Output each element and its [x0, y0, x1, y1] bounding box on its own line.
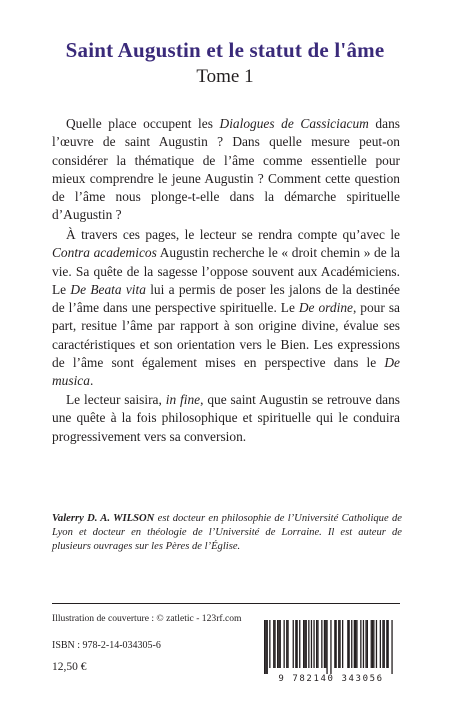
- barcode-bar: [336, 620, 337, 668]
- barcode-bar: [386, 620, 387, 668]
- barcode-bar: [316, 620, 317, 668]
- barcode-bar: [371, 620, 372, 668]
- italic-title-text: in fine: [165, 392, 201, 407]
- author-bio: [52, 512, 402, 554]
- barcode-bar: [321, 620, 322, 668]
- barcode-bar: [388, 620, 389, 668]
- barcode-bar: [265, 620, 266, 674]
- barcode-bar: [286, 620, 287, 668]
- barcode-bar: [293, 620, 294, 668]
- book-subtitle: Tome 1: [196, 66, 254, 87]
- barcode-bar: [267, 620, 268, 674]
- blurb-paragraph-3: [52, 391, 400, 446]
- barcode-bar: [363, 620, 364, 668]
- barcode-bar: [347, 620, 348, 668]
- barcode-bar: [360, 620, 361, 668]
- paragraph-text: .: [89, 373, 94, 389]
- barcode-bar: [354, 620, 355, 668]
- barcode-bar: [295, 620, 296, 668]
- italic-title-text: Dialogues de Cassiciacum: [219, 116, 369, 131]
- barcode-bar: [299, 620, 300, 668]
- barcode-bar: [367, 620, 368, 668]
- paragraph-text: Quelle place occupent les: [66, 116, 220, 131]
- barcode-bar: [372, 620, 373, 668]
- barcode-bar: [349, 620, 350, 668]
- barcode-bar: [380, 620, 381, 668]
- barcode-bar: [330, 620, 331, 674]
- divider-rule: [52, 603, 400, 604]
- barcode-bar: [297, 620, 298, 668]
- paragraph-text: , pour sa part, resitue l’âme par rapport à son origine divine, évalue ses caractéristiques et son orientation vers le Bien. Les expressions de l’âme sont également mises en perspective dans le: [52, 300, 400, 371]
- barcode-number: 9 782140 343056: [278, 674, 384, 684]
- blurb-paragraph-2: [52, 226, 400, 391]
- barcode-bar: [384, 620, 385, 668]
- barcode-bar: [365, 620, 366, 668]
- book-title: Saint Augustin et le statut de l'âme: [65, 38, 385, 62]
- barcode-bar: [342, 620, 343, 668]
- barcode-bars: [264, 620, 398, 674]
- barcode-bar: [264, 620, 265, 674]
- paragraph-text: , que saint Augustin se retrouve dans une quête à la fois philosophique et spirituelle qui le conduira progressivement vers sa conversion.: [52, 392, 401, 444]
- barcode-bar: [338, 620, 339, 668]
- italic-title-text: De musica: [52, 355, 400, 389]
- barcode-bar: [339, 620, 340, 668]
- blurb-paragraph-1: [52, 115, 400, 225]
- barcode-bar: [308, 620, 309, 668]
- author-name: Valerry D. A. WILSON: [52, 513, 155, 524]
- barcode-bar: [277, 620, 278, 668]
- barcode-bar: [304, 620, 305, 668]
- barcode-bar: [273, 620, 274, 668]
- paragraph-text: Augustin recherche le « droit chemin » de la vie. Sa quête de la sagesse l’oppose souvent aux Académiciens. Le: [52, 245, 400, 297]
- cover-credit: Illustration de couverture : © zatletic - 123rf.com: [52, 613, 242, 624]
- barcode-bar: [334, 620, 335, 668]
- barcode-bar: [280, 620, 281, 668]
- barcode-bar: [287, 620, 288, 668]
- barcode-bar: [311, 620, 312, 668]
- italic-title-text: Contra academicos: [52, 245, 157, 261]
- barcode-bar: [324, 620, 325, 668]
- price-text: 12,50 €: [52, 661, 87, 673]
- barcode-bar: [306, 620, 307, 668]
- barcode-bar: [373, 620, 374, 668]
- barcode-bar: [391, 620, 392, 674]
- isbn-text: ISBN : 978-2-14-034305-6: [52, 640, 161, 651]
- italic-title-text: De Beata vita: [70, 281, 146, 297]
- paragraph-text: dans l’œuvre de saint Augustin ? Dans quelle mesure peut-on considérer la thématique de l’âme comme essentielle pour mieux comprendre le jeune Augustin ? Comment cette question de l’âme nous plonge-t-elle dans la démarche spirituelle d’Augustin ?: [52, 116, 400, 223]
- barcode-bar: [325, 620, 326, 668]
- barcode-bar: [356, 620, 357, 668]
- barcode-bar: [269, 620, 270, 668]
- italic-title-text: De ordine: [298, 300, 353, 316]
- paragraph-text: lui a permis de poser les jalons de la destinée de l’âme dans une perspective spirituelle. Le: [52, 281, 400, 316]
- barcode-bar: [284, 620, 285, 668]
- barcode-bar: [317, 620, 318, 668]
- barcode: [260, 620, 402, 682]
- paragraph-text: À travers ces pages, le lecteur se rendra compte qu’avec le: [66, 227, 400, 242]
- barcode-bar: [351, 620, 352, 668]
- barcode-bar: [382, 620, 383, 668]
- barcode-bar: [278, 620, 279, 668]
- barcode-bar: [326, 620, 327, 674]
- barcode-bar: [303, 620, 304, 668]
- paragraph-text: Le lecteur saisira,: [66, 392, 166, 407]
- barcode-bar: [313, 620, 314, 668]
- barcode-bar: [355, 620, 356, 668]
- barcode-bar: [376, 620, 377, 668]
- author-bio-text: est docteur en philosophie de l’Université Catholique de Lyon et docteur en théologie de l’Université de Lorraine. Il est auteur de plusieurs ouvrages sur les Pères de l’Église.: [52, 513, 402, 552]
- barcode-bar: [274, 620, 275, 668]
